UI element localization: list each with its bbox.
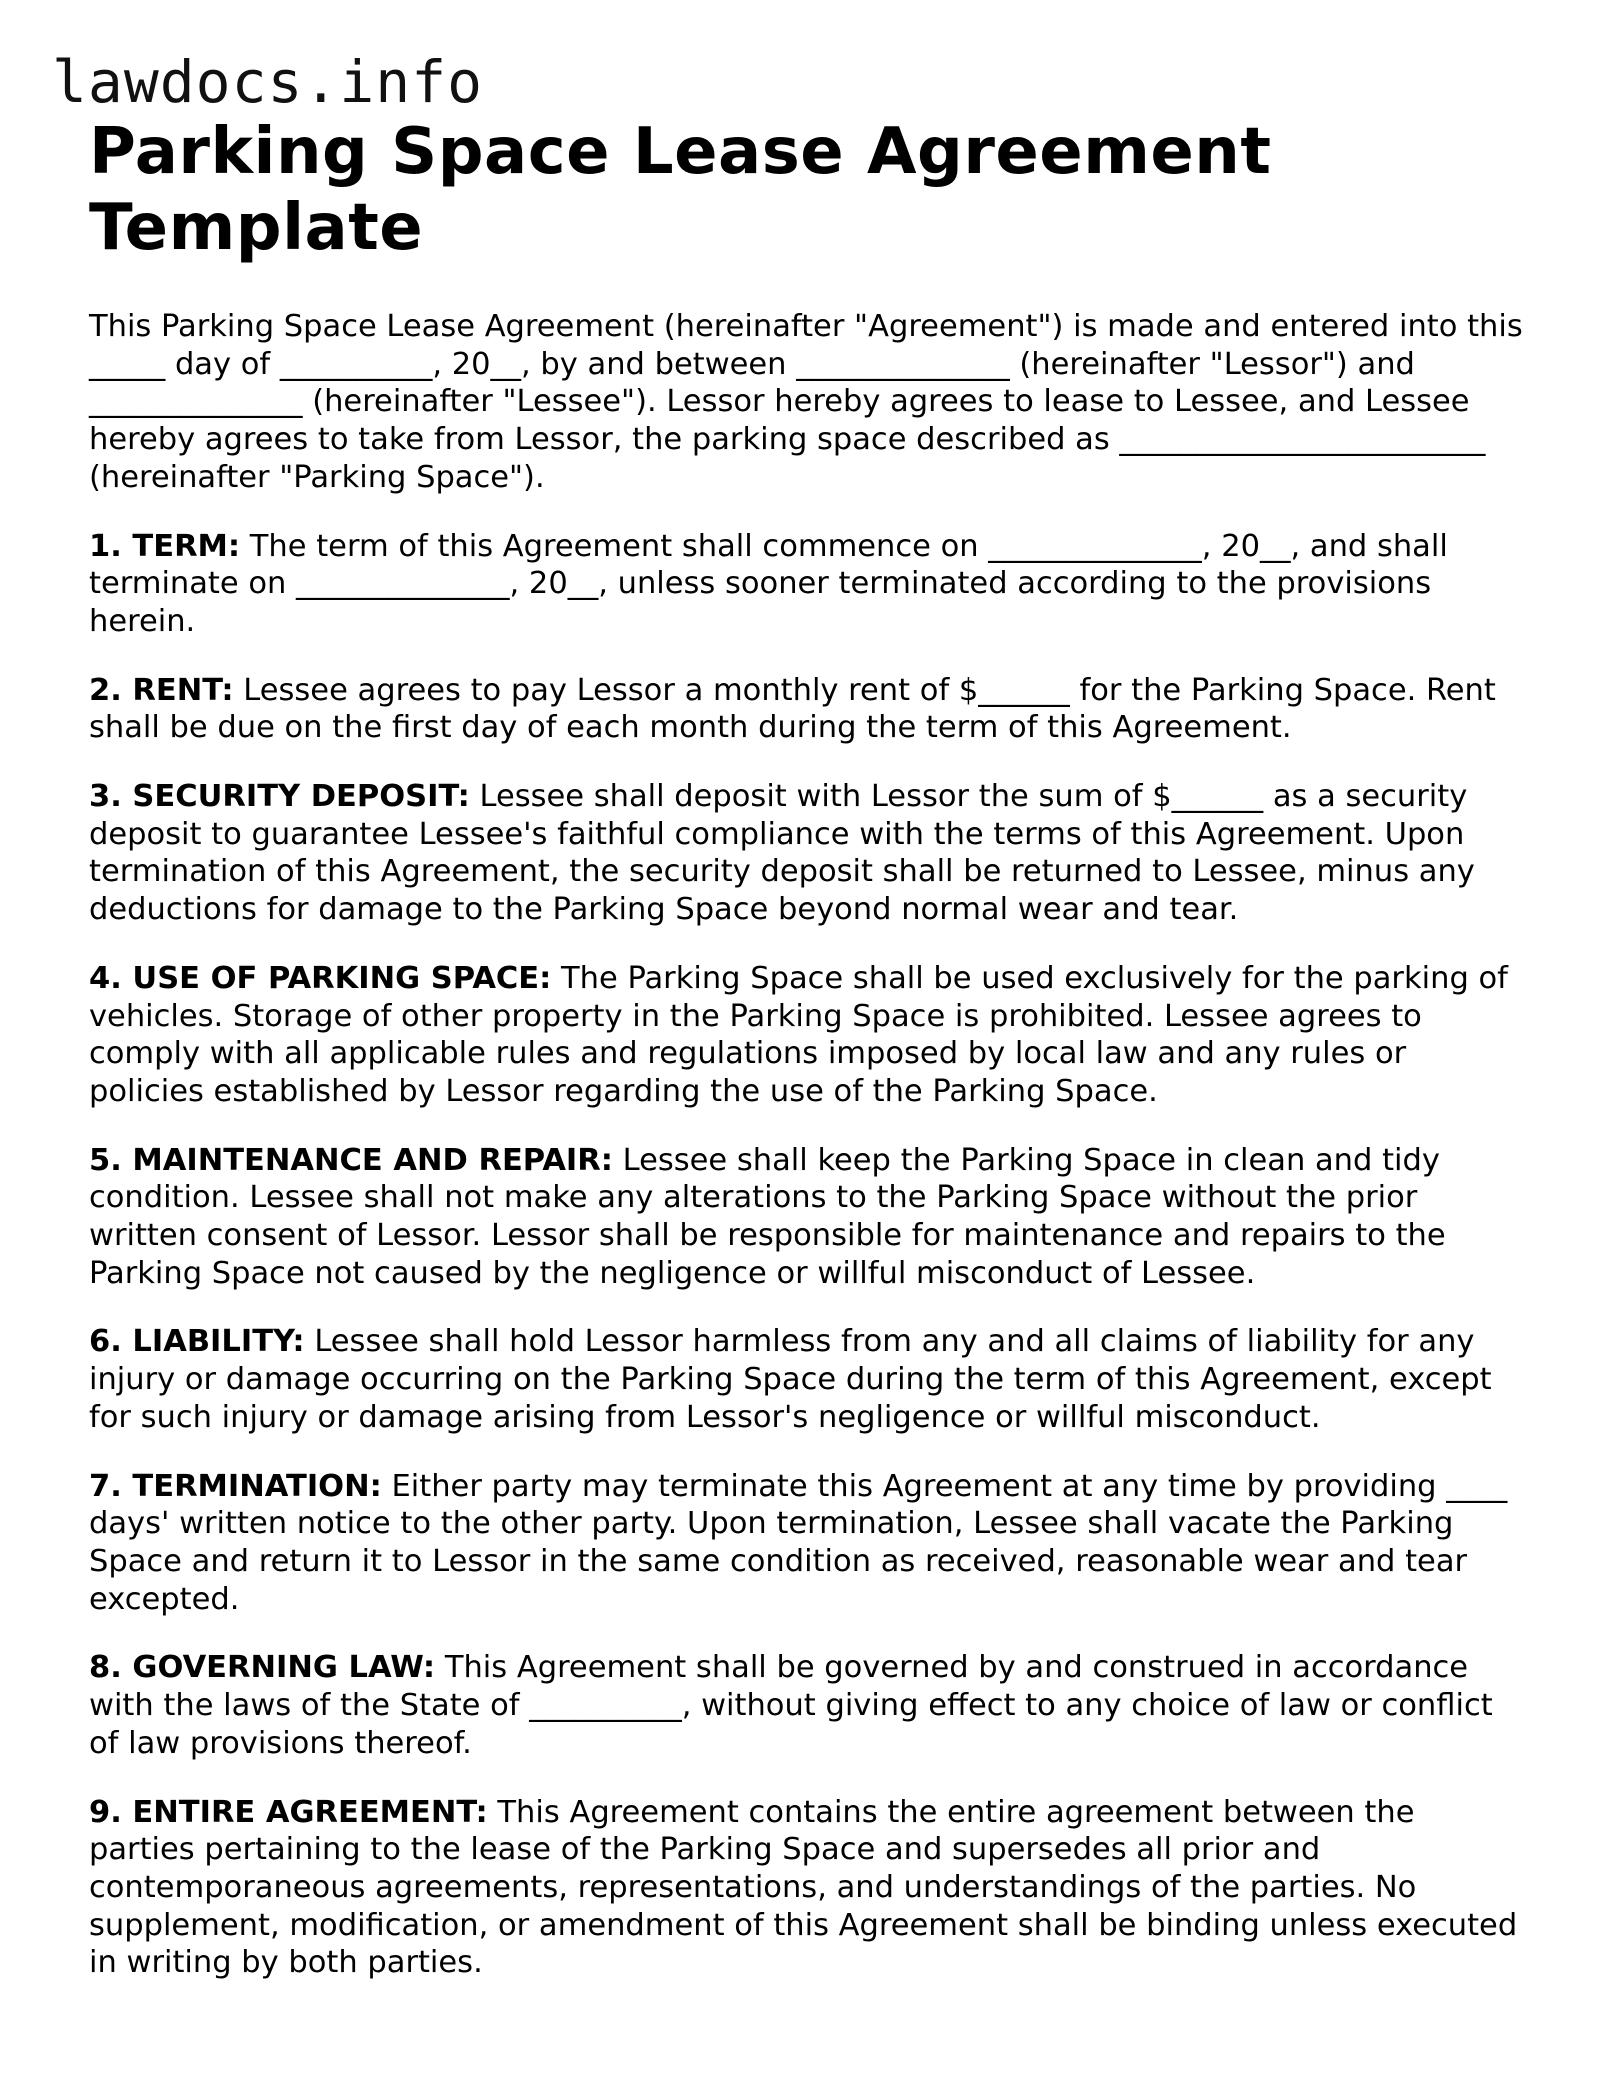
section-body: Lessee shall hold Lessor harmless from any and all claims of liability for any injury or damage occurring on the Parking Space during the term of this Agreement, except for such injury or damage arising from Lessor's negligence or willful misconduct. [89,1324,1492,1435]
section-heading: 3. SECURITY DEPOSIT: [89,779,470,815]
section-heading: 1. TERM: [89,528,241,564]
section-governing-law [89,1649,1529,1762]
section-heading: 6. LIABILITY: [89,1324,305,1360]
section-body: Lessee shall deposit with Lessor the sum of $______ as a security deposit to guarantee Lessee's faithful compliance with the terms of this Agreement. Upon termination of this Agreement, the security deposit shall be returned to Lessee, minus any deductions for damage to the Parking Space beyond normal wear and tear. [89,779,1475,928]
section-rent [89,672,1529,747]
intro-paragraph: This Parking Space Lease Agreement (hereinafter "Agreement") is made and entered into this _____ day of __________, 20__, by and between ______________ (hereinafter "Lessor") and ______________ (hereinafter "Lessee"). Lessor hereby agrees to lease to Lessee, and Lessee hereby agrees to take from Lessor, the parking space described as ________________________ (hereinafter "Parking Space"). [89,309,1523,495]
document-title: Parking Space Lease Agreement Template [89,115,1272,265]
section-termination [89,1468,1529,1619]
section-body: This Agreement contains the entire agreement between the parties pertaining to the lease of the Parking Space and supersedes all prior and contemporaneous agreements, representations, and understandings of the parties. No supplement, modification, or amendment of this Agreement shall be binding unless executed in writing by both parties. [89,1794,1518,1981]
section-entire-agreement [89,1794,1529,1983]
section-use-of-parking-space [89,960,1529,1111]
section-heading: 8. GOVERNING LAW: [89,1650,436,1686]
section-body: The term of this Agreement shall commence on ______________, 20__, and shall terminate on ______________, 20__, unless sooner terminated according to the provisions herein. [89,528,1448,639]
section-maintenance-and-repair [89,1142,1529,1293]
section-term [89,528,1529,641]
section-liability [89,1323,1529,1436]
section-body: Lessee agrees to pay Lessor a monthly rent of $______ for the Parking Space. Rent shall be due on the first day of each month during the term of this Agreement. [89,672,1496,746]
section-heading: 5. MAINTENANCE AND REPAIR: [89,1142,613,1178]
section-heading: 7. TERMINATION: [89,1468,382,1504]
section-body: The Parking Space shall be used exclusively for the parking of vehicles. Storage of other property in the Parking Space is prohibited. Lessee agrees to comply with all applicable rules and regulations imposed by local law and any rules or policies established by Lessor regarding the use of the Parking Space. [89,960,1508,1109]
section-heading: 2. RENT: [89,672,234,708]
document-body [89,114,1529,2013]
site-name: lawdocs.info [52,48,484,116]
section-body: Either party may terminate this Agreement at any time by providing ____ days' written notice to the other party. Upon termination, Lessee shall vacate the Parking Space and return it to Lessor in the same condition as received, reasonable wear and tear excepted. [89,1468,1508,1617]
section-security-deposit [89,778,1529,929]
section-heading: 9. ENTIRE AGREEMENT: [89,1794,488,1830]
section-body: This Agreement shall be governed by and construed in accordance with the laws of the State of __________, without giving effect to any choice of law or conflict of law provisions thereof. [89,1650,1493,1761]
section-body: Lessee shall keep the Parking Space in clean and tidy condition. Lessee shall not make any alterations to the Parking Space without the prior written consent of Lessor. Lessor shall be responsible for maintenance and repairs to the Parking Space not caused by the negligence or willful misconduct of Lessee. [89,1142,1446,1291]
section-heading: 4. USE OF PARKING SPACE: [89,960,552,996]
